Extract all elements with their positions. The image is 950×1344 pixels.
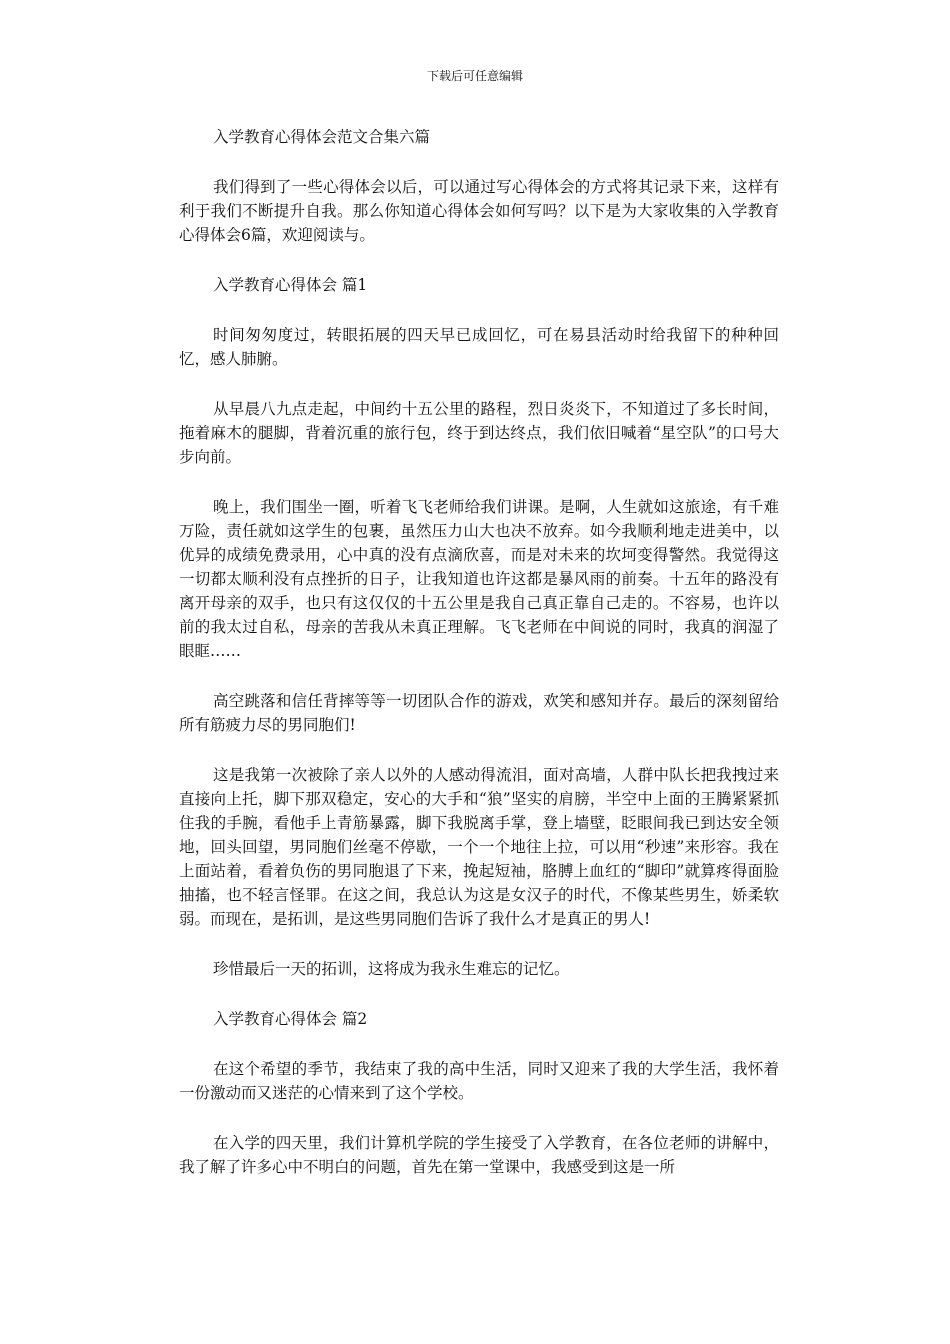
- paragraph: 珍惜最后一天的拓训，这将成为我永生难忘的记忆。: [213, 960, 570, 978]
- paragraph: 在入学的四天里，我们计算机学院的学生接受了入学教育，在各位老师的讲解中，我了解了许多心中不明白的问题，首先在第一堂课中，我感受到这是一所: [179, 1134, 779, 1176]
- document-title: 入学教育心得体会范文合集六篇: [213, 128, 431, 146]
- document-body: [179, 125, 779, 1205]
- page-header: 下载后可任意编辑: [426, 69, 523, 83]
- paragraph: 在这个希望的季节，我结束了我的高中生活，同时又迎来了我的大学生活，我怀着一份激动而又迷茫的心情来到了这个学校。: [179, 1060, 779, 1102]
- section-heading-1: 入学教育心得体会 篇1: [213, 276, 368, 294]
- paragraph: 时间匆匆度过，转眼拓展的四天早已成回忆，可在易县活动时给我留下的种种回忆，感人肺腑。: [179, 326, 779, 368]
- intro-paragraph: 我们得到了一些心得体会以后，可以通过写心得体会的方式将其记录下来，这样有利于我们不断提升自我。那么你知道心得体会如何写吗？以下是为大家收集的入学教育心得体会6篇，欢迎阅读与。: [179, 178, 779, 244]
- paragraph: 从早晨八九点走起，中间约十五公里的路程，烈日炎炎下，不知道过了多长时间，拖着麻木的腿脚，背着沉重的旅行包，终于到达终点，我们依旧喊着“星空队”的口号大步向前。: [179, 400, 779, 466]
- paragraph: 高空跳落和信任背摔等等一切团队合作的游戏，欢笑和感知并存。最后的深刻留给所有筋疲力尽的男同胞们!: [179, 692, 779, 734]
- paragraph: 这是我第一次被除了亲人以外的人感动得流泪，面对高墙，人群中队长把我拽过来直接向上托，脚下那双稳定，安心的大手和“狼”坚实的肩膀，半空中上面的王腾紧紧抓住我的手腕，看他手上青筋暴露，脚下我脱离手掌，登上墙壁，眨眼间我已到达安全领地，回头回望，男同胞们丝毫不停歇，一个一个地往上拉，可以用“秒速”来形容。我在上面站着，看着负伤的男同胞退了下来，挽起短袖，胳膊上血红的“脚印”就算疼得面脸抽搐，也不轻言怪罪。在这之间，我总认为这是女汉子的时代，不像某些男生，娇柔软弱。而现在，是拓训，是这些男同胞们告诉了我什么才是真正的男人!: [179, 766, 779, 928]
- section-heading-2: 入学教育心得体会 篇2: [213, 1010, 368, 1028]
- paragraph: 晚上，我们围坐一圈，听着飞飞老师给我们讲课。是啊，人生就如这旅途，有千难万险，责任就如这学生的包裹，虽然压力山大也决不放弃。如今我顺利地走进美中，以优异的成绩免费录用，心中真的没有点滴欣喜，而是对未来的坎坷变得警然。我觉得这一切都太顺利没有点挫折的日子，让我知道也许这都是暴风雨的前奏。十五年的路没有离开母亲的双手，也只有这仅仅的十五公里是我自己真正靠自己走的。不容易，也许以前的我太过自私，母亲的苦我从未真正理解。飞飞老师在中间说的同时，我真的润湿了眼眶……: [179, 498, 779, 660]
